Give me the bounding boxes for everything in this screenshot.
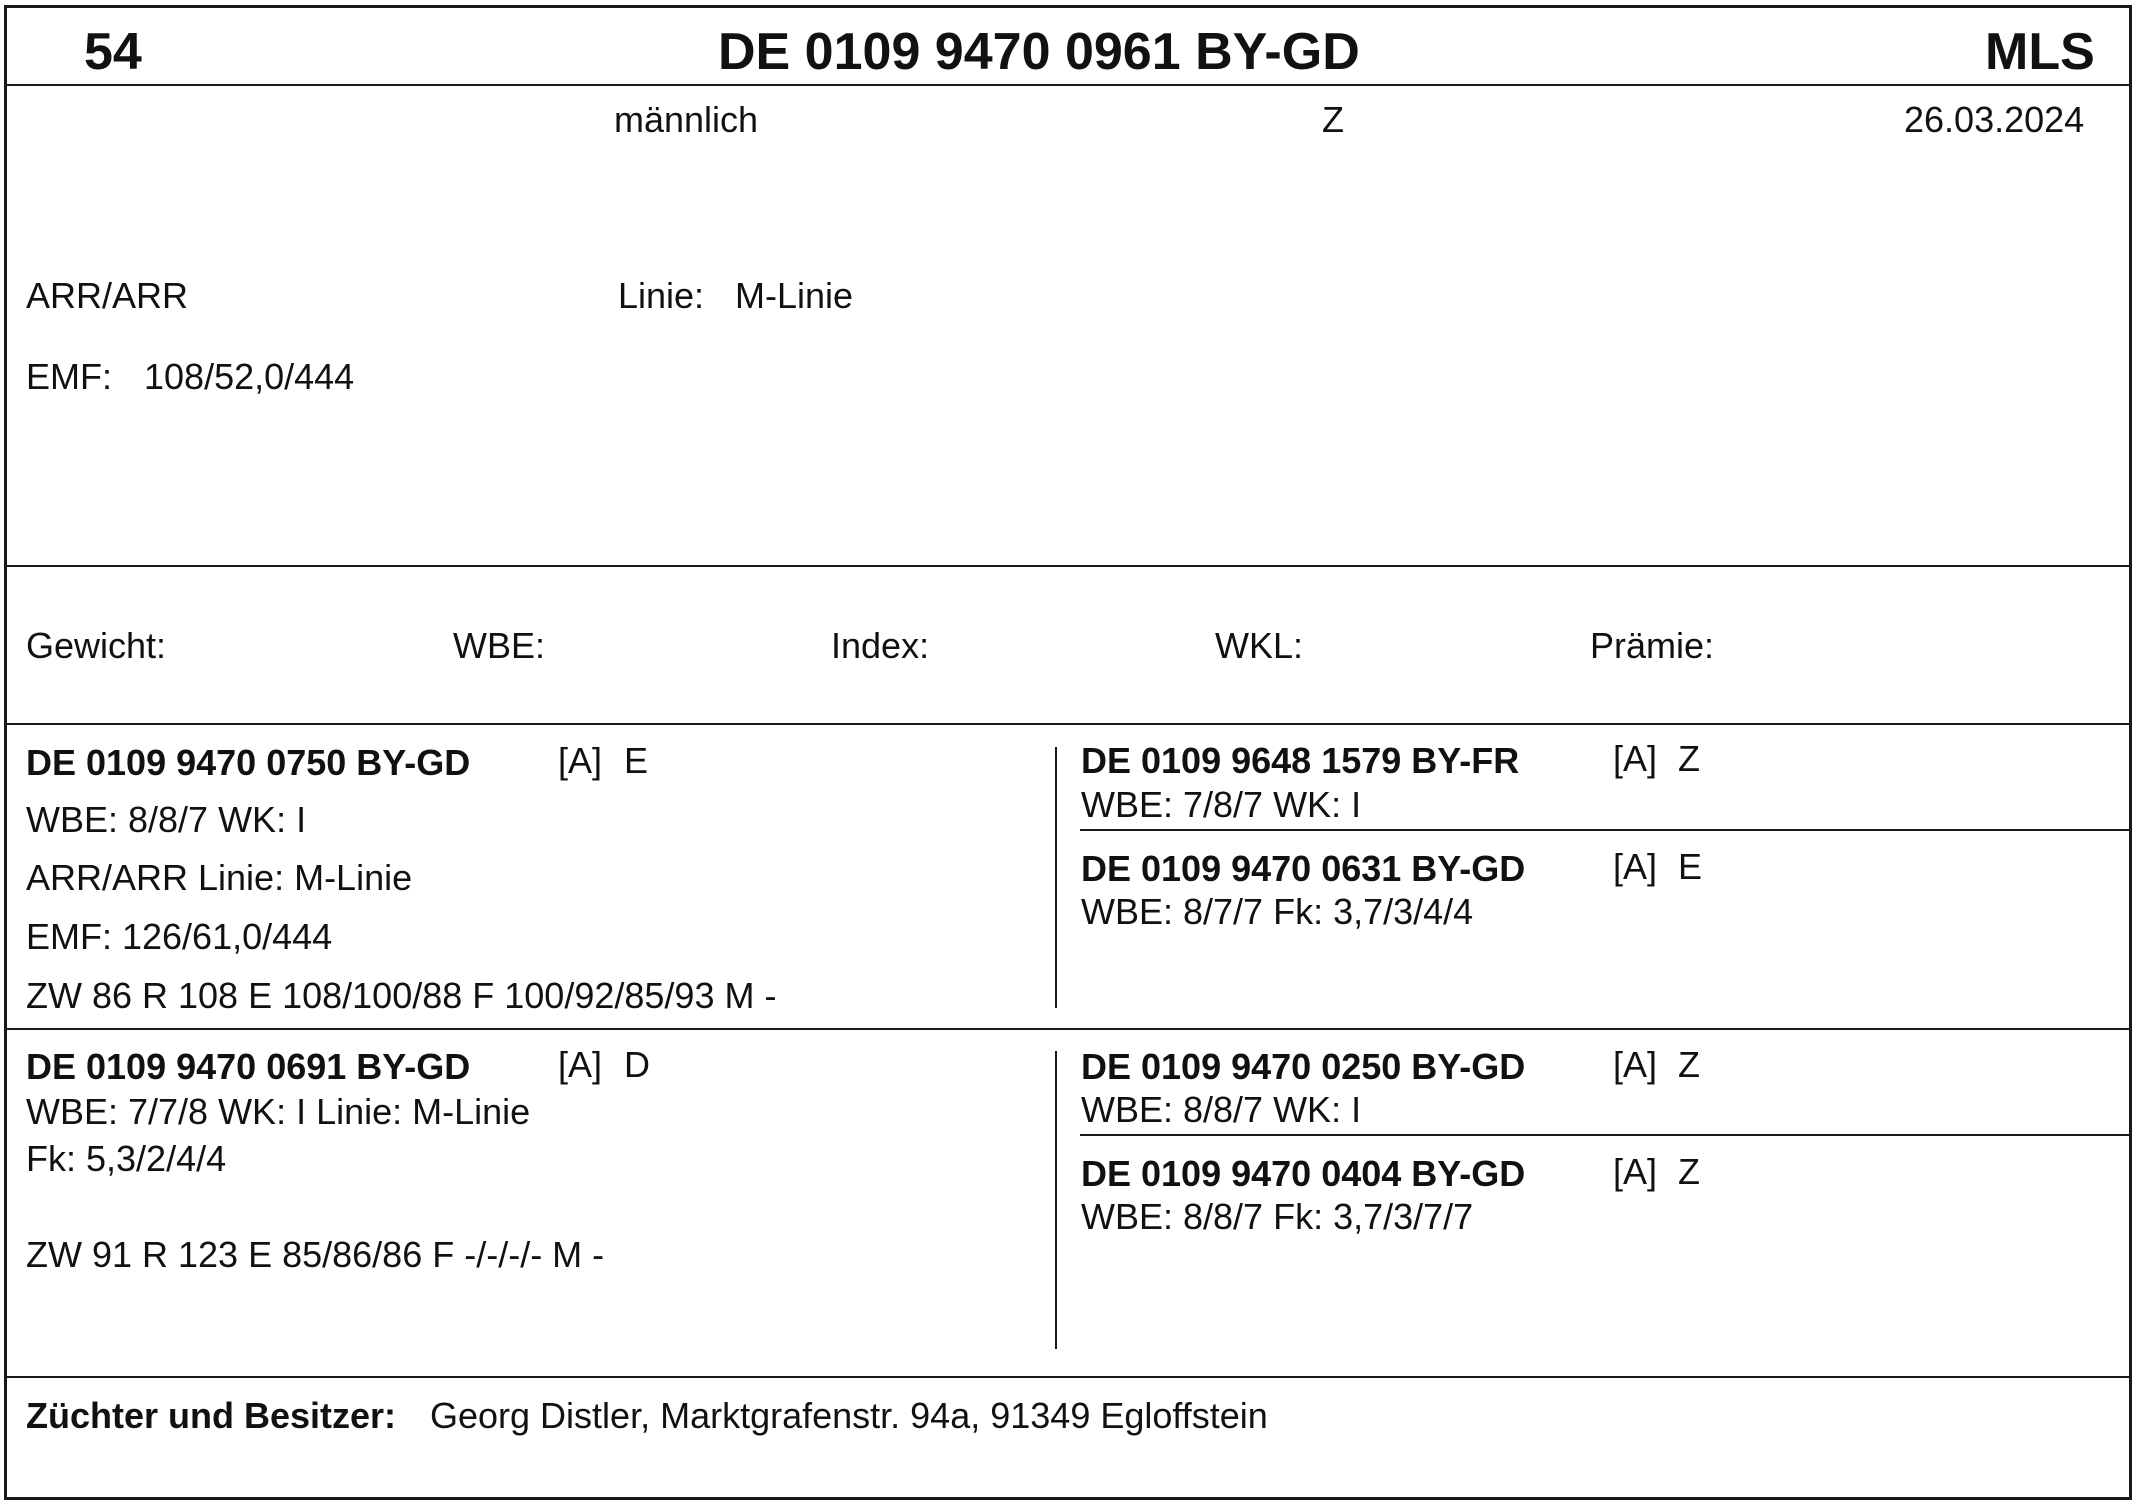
sire-tag: [A]	[558, 740, 603, 781]
wbe-label: WBE:	[453, 625, 546, 666]
sire-line-3: EMF: 126/61,0/444	[26, 916, 333, 957]
sire-id: DE 0109 9470 0750 BY-GD	[26, 742, 471, 783]
dam-dam-line-1: WBE: 8/8/7 Fk: 3,7/3/7/7	[1081, 1196, 1474, 1237]
sire-sire-tag: [A]	[1613, 738, 1658, 779]
divider-footer	[4, 1376, 2132, 1378]
emf-value: 108/52,0/444	[144, 356, 355, 397]
dam-tag: [A]	[558, 1044, 603, 1085]
prize-label: Prämie:	[1590, 625, 1715, 666]
divider-header	[4, 84, 2132, 86]
divider-pedigree	[4, 1028, 2132, 1030]
dam-dam-tag: [A]	[1613, 1151, 1658, 1192]
sire-dam-line-1: WBE: 8/7/7 Fk: 3,7/3/4/4	[1081, 891, 1474, 932]
emf-label: EMF:	[26, 356, 112, 397]
sire-line-1: WBE: 8/8/7 WK: I	[26, 799, 307, 840]
color-genotype: ARR/ARR	[26, 275, 189, 316]
birth-date: 26.03.2024	[1904, 99, 2085, 140]
breed-code: MLS	[1985, 23, 2095, 81]
breeder-owner-value: Georg Distler, Marktgrafenstr. 94a, 91349 Egloffstein	[430, 1395, 1268, 1436]
line-label: Linie:	[618, 275, 705, 316]
sire-line-4: ZW 86 R 108 E 108/100/88 F 100/92/85/93 M -	[26, 975, 777, 1016]
dam-sire-tag: [A]	[1613, 1044, 1658, 1085]
dam-line-2: Fk: 5,3/2/4/4	[26, 1138, 227, 1179]
dam-sire-line-1: WBE: 8/8/7 WK: I	[1081, 1089, 1362, 1130]
divider-stats	[4, 723, 2132, 725]
sex: männlich	[614, 99, 759, 140]
sire-sire-id: DE 0109 9648 1579 BY-FR	[1081, 740, 1520, 781]
divider-dam-column	[1055, 1051, 1057, 1349]
dam-dam-id: DE 0109 9470 0404 BY-GD	[1081, 1153, 1526, 1194]
ring-id: DE 0109 9470 0961 BY-GD	[718, 23, 1360, 81]
sire-dam-id: DE 0109 9470 0631 BY-GD	[1081, 848, 1526, 889]
sire-line-2: ARR/ARR Linie: M-Linie	[26, 857, 413, 898]
divider-info	[4, 565, 2132, 567]
weight-label: Gewicht:	[26, 625, 167, 666]
letter: Z	[1322, 99, 1344, 140]
sire-dam-grade: E	[1678, 846, 1703, 887]
sire-dam-tag: [A]	[1613, 846, 1658, 887]
dam-line-3: ZW 91 R 123 E 85/86/86 F -/-/-/- M -	[26, 1234, 605, 1275]
sire-grade: E	[624, 740, 649, 781]
dam-dam-grade: Z	[1678, 1151, 1700, 1192]
dam-line-1: WBE: 7/7/8 WK: I Linie: M-Linie	[26, 1091, 531, 1132]
line-value: M-Linie	[735, 275, 854, 316]
divider-sire-column	[1055, 747, 1057, 1008]
dam-sire-id: DE 0109 9470 0250 BY-GD	[1081, 1046, 1526, 1087]
dam-grade: D	[624, 1044, 650, 1085]
dam-id: DE 0109 9470 0691 BY-GD	[26, 1046, 471, 1087]
sire-sire-line-1: WBE: 7/8/7 WK: I	[1081, 784, 1362, 825]
breeder-owner-label: Züchter und Besitzer:	[26, 1395, 397, 1436]
divider-sire-grandparents	[1080, 829, 2132, 831]
divider-dam-grandparents	[1080, 1134, 2132, 1136]
index-label: Index:	[831, 625, 930, 666]
catalog-number: 54	[84, 23, 142, 81]
dam-sire-grade: Z	[1678, 1044, 1700, 1085]
sire-sire-grade: Z	[1678, 738, 1700, 779]
wkl-label: WKL:	[1215, 625, 1304, 666]
